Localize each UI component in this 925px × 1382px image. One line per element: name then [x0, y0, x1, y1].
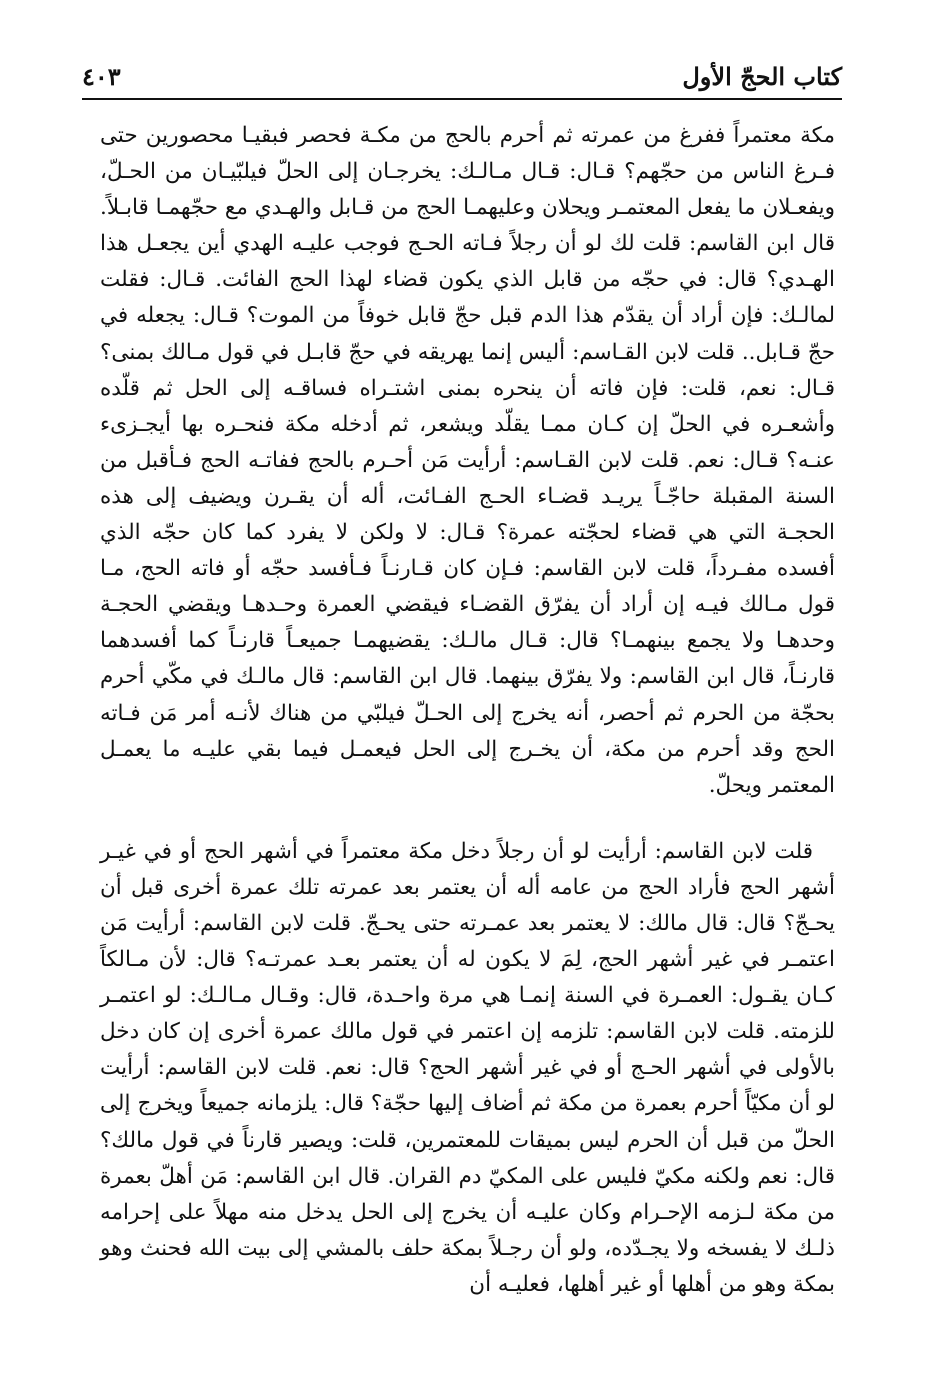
- page-number: ٤٠٣: [82, 62, 121, 91]
- body-text: [100, 118, 835, 1303]
- paragraph-2: قلت لابن القاسم: أرأيت لو أن رجلاً دخل مكة معتمراً في أشهر الحج أو في غيـر أشهر الحج فأراد الحج من عامه أله أن يعتمر بعد عمرته تلك عمرة أخرى قبل أن يحـجّ؟ قال: قال مالك: لا يعتمر بعد عمـرته حتى يحـجّ. قلت لابن القاسم: أرأيت مَن اعتمـر في غير أشهر الحج، لِمَ لا يكون له أن يعتمر بعـد عمرتـه؟ قال: لأن مـالكاً كـان يقـول: العمـرة في السنة إنمـا هي مرة واحـدة، قال: وقـال مـالـك: لو اعتمـر للزمته. قلت لابن القاسم: تلزمه إن اعتمر في قول مالك عمرة أخرى إن كان دخل بالأولى في أشهر الحـج أو في غير أشهر الحج؟ قال: نعم. قلت لابن القاسم: أرأيت لو أن مكيّاً أحرم بعمرة من مكة ثم أضاف إليها حجّة؟ قال: يلزمانه جميعاً ويخرج إلى الحلّ من قبل أن الحرم ليس بميقات للمعتمرين، قلت: ويصير قارناً في قول مالك؟ قال: نعم ولكنه مكيّ فليس على المكيّ دم القران. قال ابن القاسم: مَن أهلّ بعمرة من مكة لـزمه الإحـرام وكان عليـه أن يخرج إلى الحل يدخل منه مهلاً على إحرامه ذلـك لا يفسخه ولا يجـدّده، ولو أن رجـلاً بمكة حلف بالمشي إلى بيت الله فحنث وهو بمكة وهو من أهلها أو غير أهلها، فعليـه أن: [100, 838, 835, 1297]
- book-title: كتاب الحجّ الأول: [682, 62, 842, 91]
- page-header: [82, 58, 842, 100]
- paragraph-1: مكة معتمراً ففرغ من عمرته ثم أحرم بالحج من مكـة فحصر فبقيـا محصورين حتى فـرغ الناس من حجّهم؟ قـال: قـال مـالـك: يخرجـان إلى الحلّ فيلبّيـان من الحـلّ، ويفعـلان ما يفعل المعتمـر ويحلان وعليهمـا الحج من قـابل والهـدي مع حجّهمـا قابـلاً. قال ابن القاسم: قلت لك لو أن رجلاً فـاته الحـج فوجب عليـه الهدي أين يجعـل هذا الهـدي؟ قال: في حجّه من قابل الذي يكون قضاء لهذا الحج الفائت. قـال: فقلت لمالـك: فإن أراد أن يقدّم هذا الدم قبل حجّ قابل خوفاً من الموت؟ قـال: يجعله في حجّ قـابل.. قلت لابن القـاسم: أليس إنما يهريقه في حجّ قابـل في قول مـالك بمنى؟ قـال: نعم، قلت: فإن فاته أن ينحره بمنى اشتـراه فساقـه إلى الحل ثم قلّده وأشعـره في الحلّ إن كـان ممـا يقلّد ويشعر، ثم أدخله مكة فنحـره بها أيجـزىء عنـه؟ قـال: نعم. قلت لابن القـاسم: أرأيت مَن أحـرم بالحج ففاتـه الحج فـأقبل من السنة المقبلة حاجّـاً يريـد قضـاء الحـج الفـائت، أله أن يقـرن ويضيف إلى هذه الحجـة التي هي قضاء لحجّته عمرة؟ قـال: لا ولكن لا يفرد كما كان حجّه الذي أفسده مفـرداً، قلت لابن القاسم: فـإن كان قـارنـاً فـأفسد حجّه أو فاته الحج، مـا قول مـالك فيـه إن أراد أن يفرّق القضـاء فيقضي العمرة وحـدهـا ويقضي الحجـة وحدهـا ولا يجمع بينهمـا؟ قال: قـال مالـك: يقضيهمـا جميعـاً قارنـاً كما أفسدهما قارنـاً، قال ابن القاسم: ولا يفرّق بينهما. قال ابن القاسم: قال مالـك في مكّي أحرم بحجّة من الحرم ثم أحصر، أنه يخرج إلى الحـلّ فيلبّي من هناك لأنـه أمر مَن فـاته الحج وقد أحرم من مكة، أن يخـرج إلى الحل فيعمـل فيما بقي عليـه ما يعمـل المعتمر ويحلّ.: [100, 123, 835, 798]
